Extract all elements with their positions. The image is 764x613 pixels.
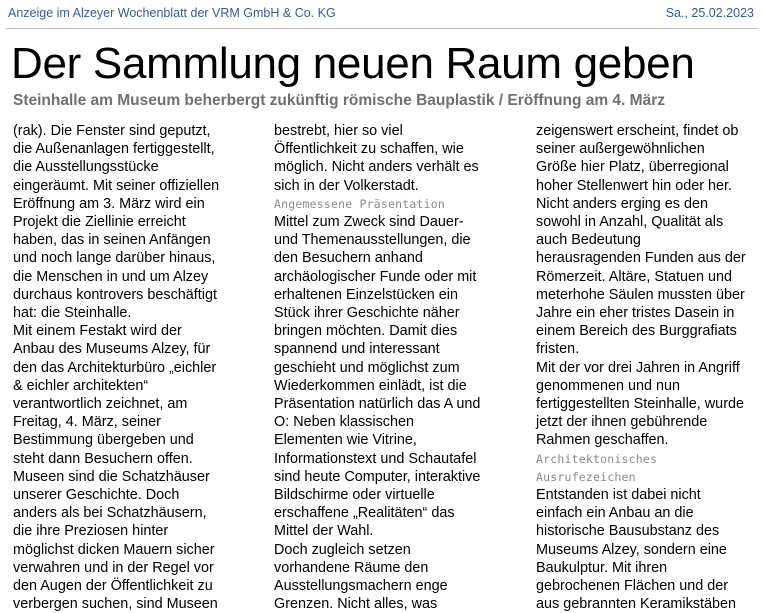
text-line: Mit der vor drei Jahren in Angriff (536, 359, 740, 376)
text-line: Elementen wie Vitrine, (274, 432, 417, 449)
text-line: Informationstext und Schautafel (274, 450, 477, 467)
text-line: O: Neben klassischen (274, 414, 414, 431)
text-line: Bildschirme oder virtuelle (274, 487, 435, 504)
text-line: aus gebrannten Keramikstäben (536, 596, 737, 613)
text-line: verwahren und in der Regel vor (13, 559, 214, 576)
text-line: Nicht anders erging es den (536, 195, 708, 212)
text-line: Freitag, 4. März, seiner (13, 414, 161, 431)
text-line: möglich. Nicht anders verhält es (274, 159, 479, 176)
publication-note: Anzeige im Alzeyer Wochenblatt der VRM GmbH & Co. KG (8, 6, 336, 20)
text-line: hat: die Steinhalle. (13, 305, 132, 322)
text-line: sowohl in Anzahl, Qualität als (536, 214, 724, 231)
text-line: Stück ihrer Geschichte näher (274, 305, 460, 322)
text-line: Öffentlichkeit zu schaffen, wie (274, 141, 464, 158)
text-line: die ihre Preziosen hinter (13, 523, 169, 540)
text-line: und noch lange darüber hinaus, (13, 250, 216, 267)
text-line: verantwortlich zeichnet, am (13, 396, 188, 413)
section-heading: Angemessene Präsentation (274, 196, 445, 211)
text-line: den Augen der Öffentlichkeit zu (13, 578, 213, 595)
text-line: fertiggestellten Steinhalle, wurde (536, 396, 744, 413)
text-line: eingeräumt. Mit seiner offiziellen (13, 177, 220, 194)
text-line: Römerzeit. Altäre, Statuen und (536, 268, 732, 285)
text-line: Ausstellungsmachern enge (274, 578, 448, 595)
text-line: Museums Alzey, sondern eine (536, 541, 727, 558)
publication-bar (8, 6, 756, 24)
text-line: historische Bausubstanz des (536, 523, 720, 540)
text-line: erschaffene „Realitäten“ das (274, 505, 455, 522)
text-line: anders als bei Schatzhäusern, (13, 505, 207, 522)
publication-date: Sa., 25.02.2023 (665, 6, 754, 20)
text-column-1 (13, 122, 245, 613)
text-line: haben, das in seinen Anfängen (13, 232, 211, 249)
text-line: Rahmen geschaffen. (536, 432, 669, 449)
text-line: meterhohe Säulen mussten über (536, 286, 745, 303)
text-line: zeigenswert erscheint, findet ob (536, 123, 739, 139)
header-divider (6, 28, 758, 29)
text-line: unserer Geschichte. Doch (13, 487, 180, 504)
text-column-2 (274, 122, 506, 613)
text-line: Museen sind die Schatzhäuser (13, 468, 210, 485)
text-line: Doch zugleich setzen (274, 541, 411, 558)
text-line: verbergen suchen, sind Museen (13, 596, 218, 613)
text-line: Wiederkommen einlädt, ist die (274, 377, 467, 394)
text-line: Größe hier Platz, überregional (536, 159, 729, 176)
text-line: gebrochenen Flächen und der (536, 578, 729, 595)
text-line: hoher Stellenwert hin oder her. (536, 177, 732, 194)
text-line: die Außenanlagen fertiggestellt, (13, 141, 215, 158)
text-line: Bestimmung übergeben und (13, 432, 194, 449)
text-line: den Besuchern anhand (274, 250, 423, 267)
text-line: Mittel zum Zweck sind Dauer- (274, 214, 464, 231)
text-line: Projekt die Ziellinie erreicht (13, 214, 186, 231)
text-line: fristen. (536, 341, 580, 358)
text-line: (rak). Die Fenster sind geputzt, (13, 123, 211, 139)
text-line: auch Bedeutung (536, 232, 641, 249)
text-line: herausragenden Funden aus der (536, 250, 746, 267)
text-line: jetzt der ihnen gebührende (536, 414, 708, 431)
text-line: die Ausstellungsstücke (13, 159, 159, 176)
text-line: durchaus kontrovers beschäftigt (13, 286, 217, 303)
text-line: den das Architekturbüro „eichler (13, 359, 217, 376)
text-line: einem Bereich des Burggrafiats (536, 323, 737, 340)
text-line: Grenzen. Nicht alles, was (274, 596, 438, 613)
text-line: sich in der Volkerstadt. (274, 177, 419, 194)
text-line: bringen möchten. Damit dies (274, 323, 458, 340)
text-line: Präsentation natürlich das A und (274, 396, 481, 413)
text-line: & eichler architekten“ (13, 377, 149, 394)
text-line: geschieht und möglichst zum (274, 359, 460, 376)
text-line: genommenen und nun (536, 377, 681, 394)
text-line: erhaltenen Einzelstücken ein (274, 286, 459, 303)
text-line: seiner außergewöhnlichen (536, 141, 705, 158)
text-line: sind heute Computer, interaktive (274, 468, 481, 485)
text-line: Jahre ein eher tristes Dasein in (536, 305, 735, 322)
text-line: Eröffnung am 3. März wird ein (13, 195, 205, 212)
article-headline: Der Sammlung neuen Raum geben (11, 39, 695, 88)
section-heading: Ausrufezeichen (536, 469, 636, 484)
text-line: Anbau des Museums Alzey, für (13, 341, 211, 358)
text-line: archäologischer Funde oder mit (274, 268, 477, 285)
text-line: Entstanden ist dabei nicht (536, 487, 701, 504)
article-subheadline: Steinhalle am Museum beherbergt zukünftig römische Bauplastik / Eröffnung am 4. März (13, 92, 665, 109)
text-line: einfach ein Anbau an die (536, 505, 694, 522)
text-line: steht dann Besuchern offen. (13, 450, 193, 467)
section-heading: Architektonisches (536, 451, 658, 466)
text-line: Baukulptur. Mit ihren (536, 559, 668, 576)
text-line: möglichst dicken Mauern sicher (13, 541, 215, 558)
text-line: Mittel der Wahl. (274, 523, 374, 540)
text-line: Mit einem Festakt wird der (13, 323, 182, 340)
text-line: die Menschen in und um Alzey (13, 268, 209, 285)
text-line: bestrebt, hier so viel (274, 123, 403, 139)
text-column-3 (536, 122, 764, 613)
text-line: vorhandene Räume den (274, 559, 429, 576)
text-line: spannend und interessant (274, 341, 440, 358)
text-line: und Themenausstellungen, die (274, 232, 471, 249)
